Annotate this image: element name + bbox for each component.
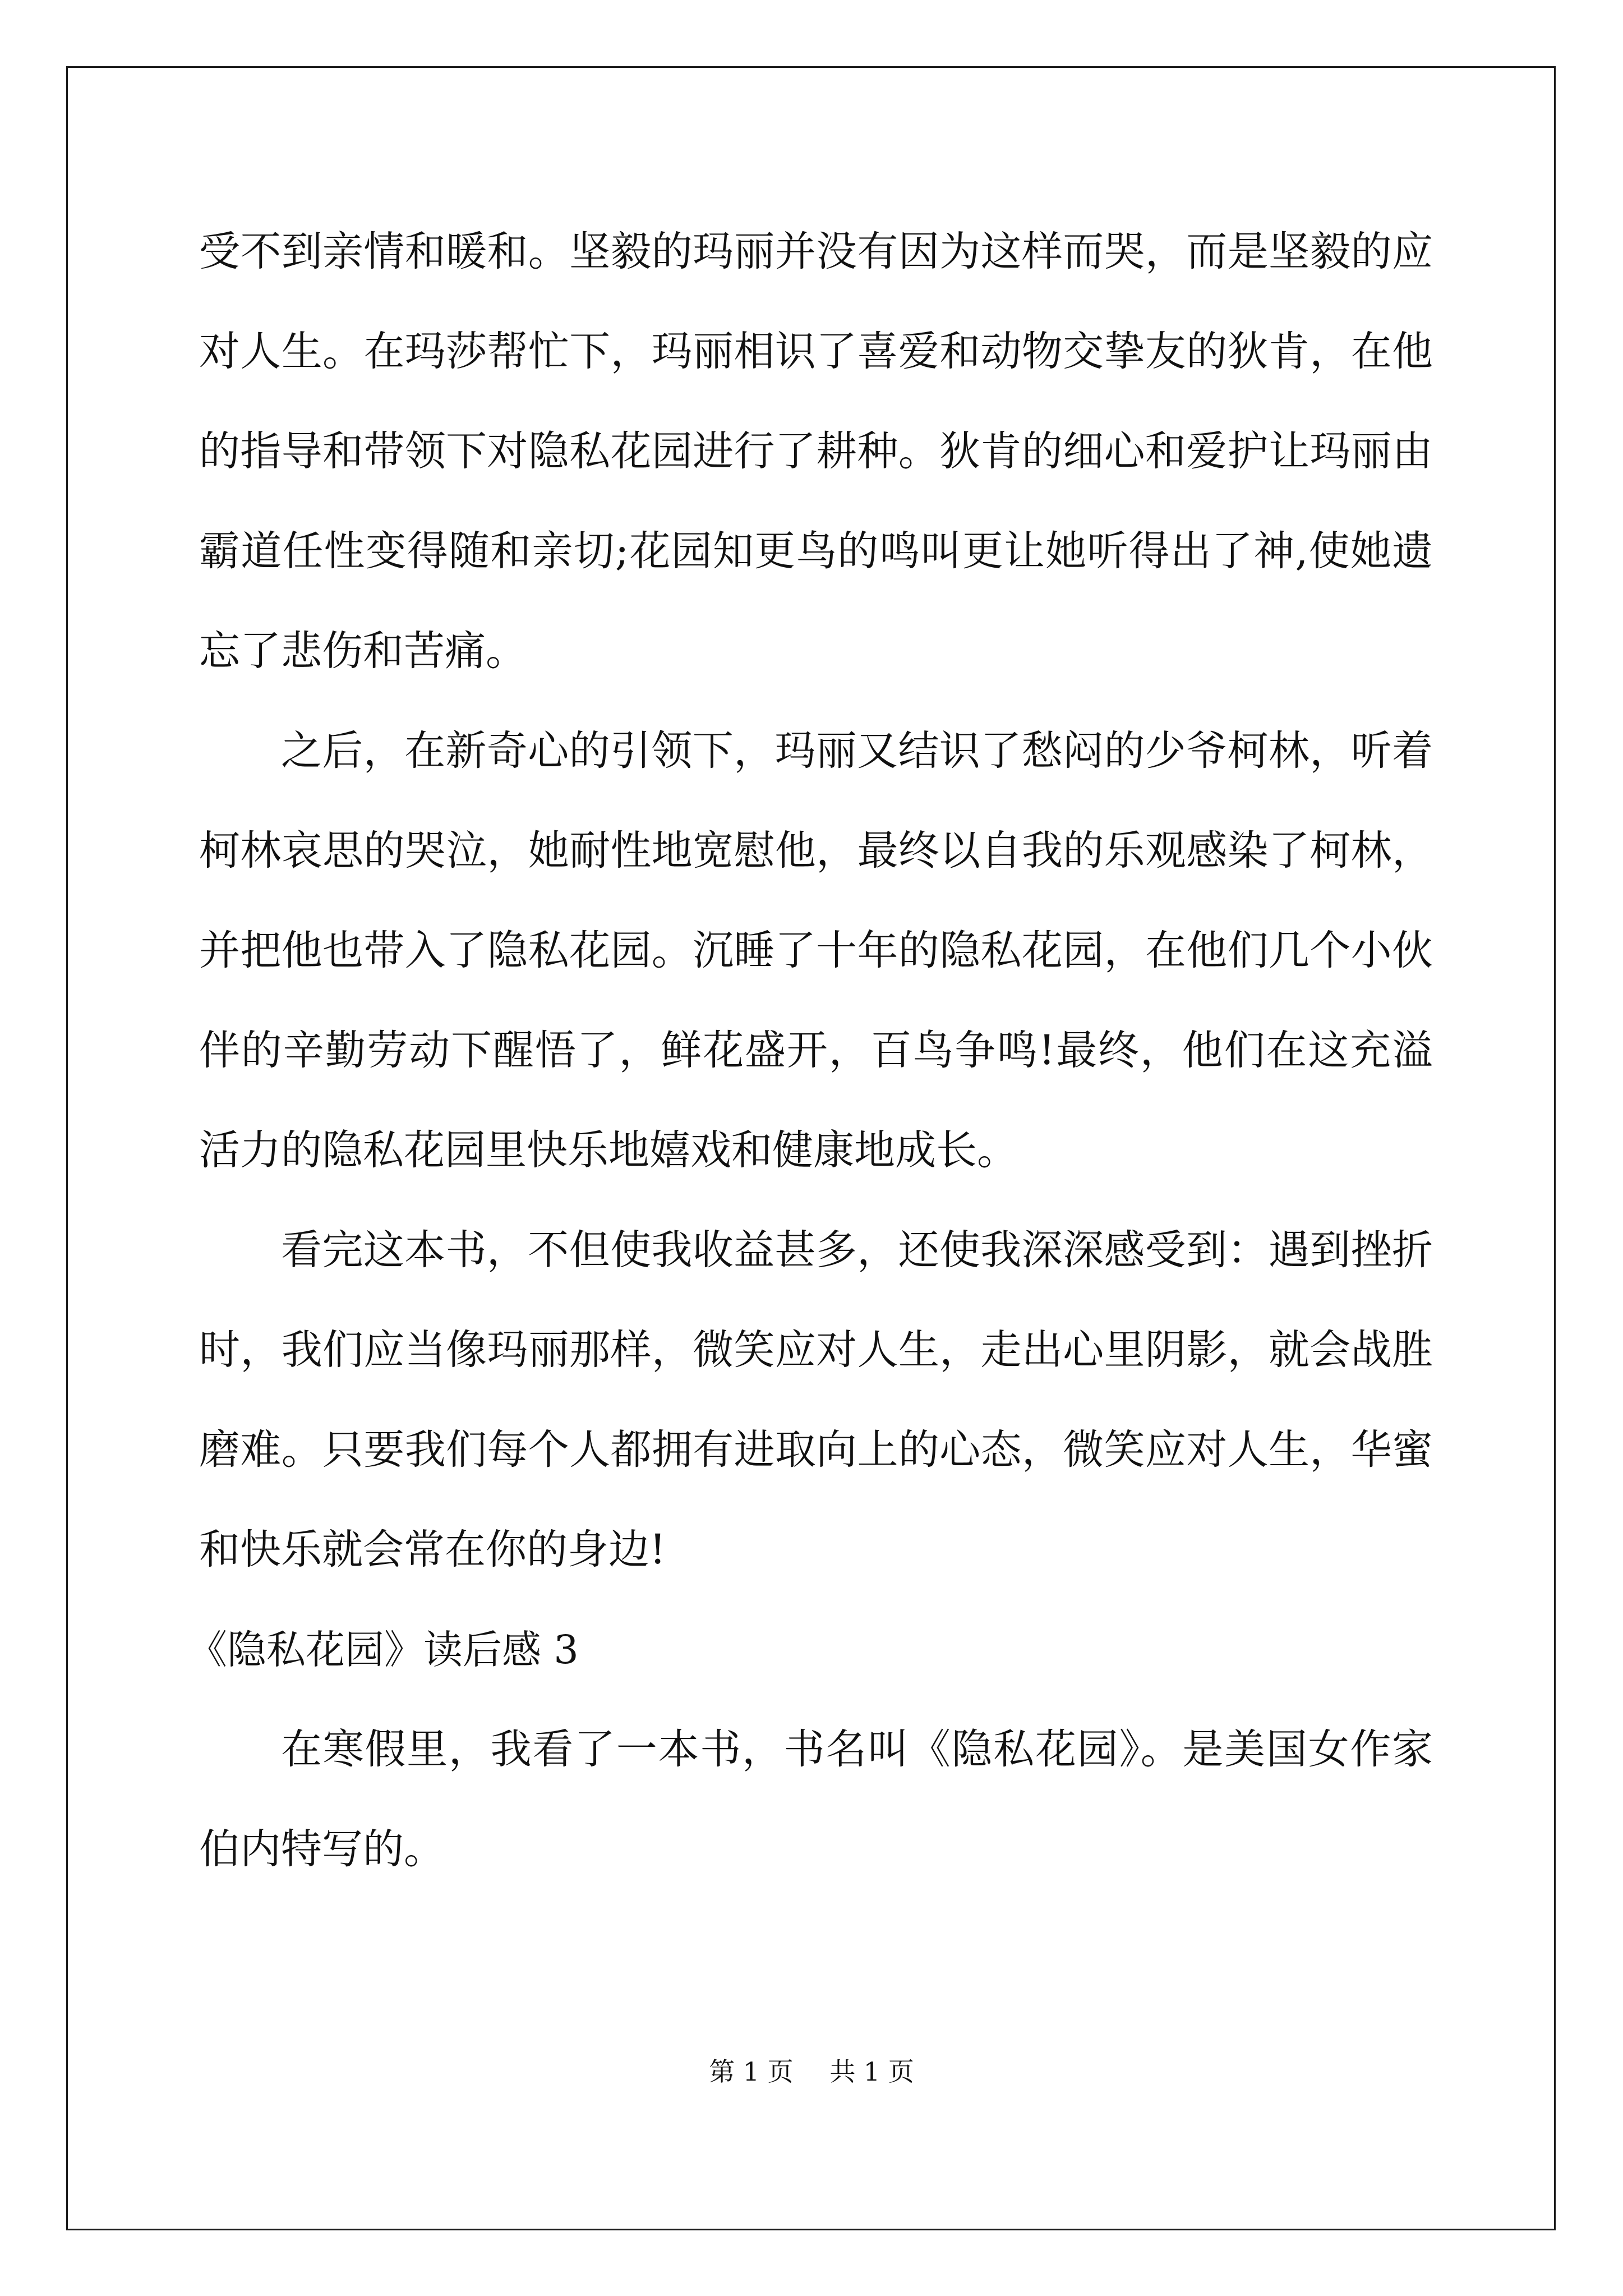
- document-body: [188, 202, 1433, 1899]
- page-total: 共 1 页: [829, 2056, 914, 2087]
- section-heading: 《隐私花园》读后感 3: [188, 1627, 579, 1673]
- paragraph-1: 受不到亲情和暖和。坚毅的玛丽并没有因为这样而哭，而是坚毅的应对人生。在玛莎帮忙下，玛丽相识了喜爱和动物交挚友的狄肯，在他的指导和带领下对隐私花园进行了耕种。狄肯的细心和爱护让玛丽由霸道任性变得随和亲切;花园知更鸟的鸣叫更让她听得出了神,使她遗忘了悲伤和苦痛。: [199, 228, 1433, 675]
- paragraph-4: 在寒假里，我看了一本书，书名叫《隐私花园》。是美国女作家伯内特写的。: [199, 1726, 1433, 1873]
- paragraph-2: 之后，在新奇心的引领下，玛丽又结识了愁闷的少爷柯林，听着柯林哀思的哭泣，她耐性地宽慰他，最终以自我的乐观感染了柯林，并把他也带入了隐私花园。沉睡了十年的隐私花园，在他们几个小伙伴的辛勤劳动下醒悟了，鲜花盛开，百鸟争鸣!最终，他们在这充溢活力的隐私花园里快乐地嬉戏和健康地成长。: [199, 727, 1433, 1174]
- paragraph-3: 看完这本书，不但使我收益甚多，还使我深深感受到：遇到挫折时，我们应当像玛丽那样，微笑应对人生，走出心里阴影，就会战胜磨难。只要我们每个人都拥有进取向上的心态，微笑应对人生，华蜜和快乐就会常在你的身边!: [199, 1226, 1433, 1573]
- page-number: 第 1 页: [709, 2056, 794, 2087]
- page-footer: [0, 2052, 1623, 2091]
